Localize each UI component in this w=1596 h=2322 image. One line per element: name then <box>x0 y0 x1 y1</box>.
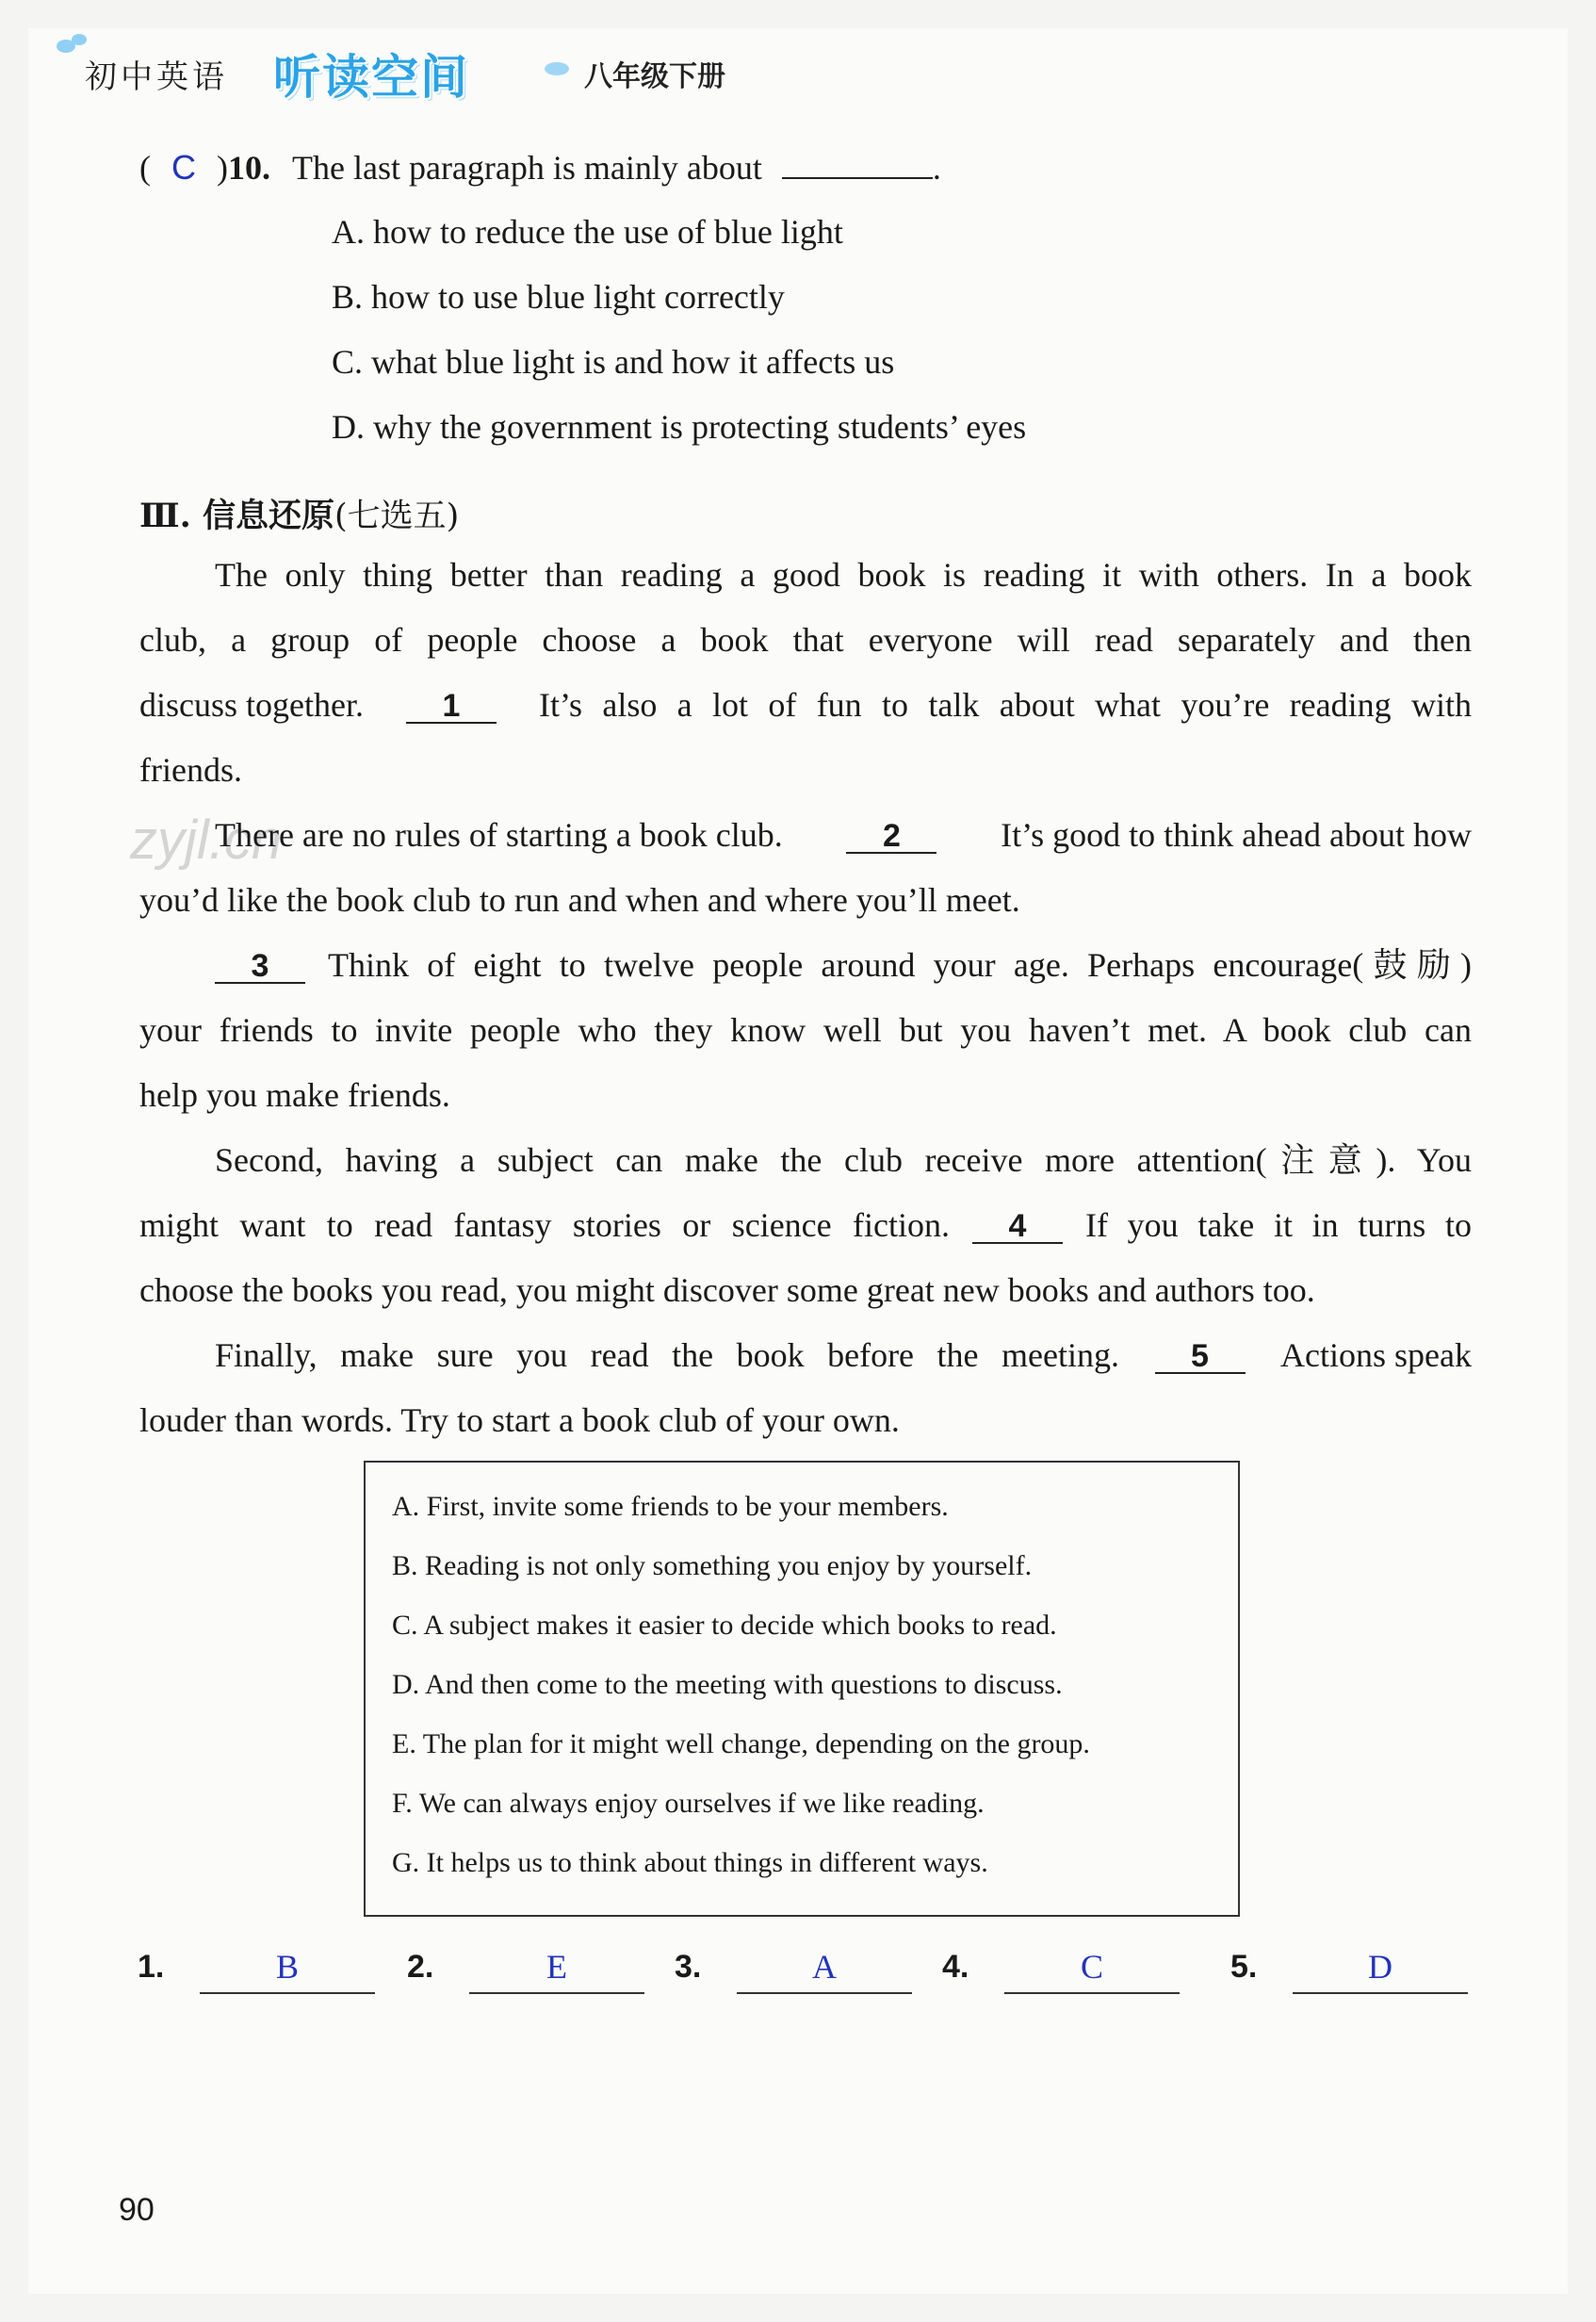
passage-text: If you take it in turns to <box>1085 1206 1472 1244</box>
passage-line: Second, having a subject can make the club receive more attention(注意). You <box>215 1141 1472 1179</box>
answer-value: C <box>1080 1948 1103 1986</box>
answer-number: 2. <box>407 1949 434 1985</box>
question-10 <box>139 149 941 187</box>
paren-close: ) <box>217 149 228 187</box>
answer-number: 4. <box>942 1949 969 1985</box>
blank-4: 4 <box>972 1210 1063 1244</box>
answer-blank <box>469 1947 644 1994</box>
answer-number: 3. <box>675 1949 702 1985</box>
passage-text: Actions speak <box>1280 1336 1472 1374</box>
passage-text: Think of eight to twelve people around your age. Perhaps encourage(鼓励) <box>328 946 1472 984</box>
passage-line: help you make friends. <box>139 1076 450 1114</box>
passage-text: might want to read fantasy stories or science fiction. <box>139 1206 950 1244</box>
section-subtitle: (七选五) <box>334 498 460 535</box>
series-title: 初中英语 <box>85 58 228 96</box>
answer-value: E <box>546 1948 567 1986</box>
passage-text: discuss together. <box>139 686 364 724</box>
grade-label: 八年级下册 <box>584 60 725 93</box>
q10-option-d: D. why the government is protecting students’ eyes <box>332 408 1027 446</box>
answer-number: 1. <box>138 1949 165 1985</box>
answer-blank <box>1004 1947 1180 1994</box>
bullet-decoration-icon <box>545 62 569 75</box>
passage-text: It’s good to think ahead about how <box>1001 816 1472 854</box>
passage-line: choose the books you read, you might discover some great new books and authors too. <box>139 1271 1315 1309</box>
passage-text: It’s also a lot of fun to talk about what you’re reading with <box>538 686 1472 724</box>
answer-blank <box>737 1947 912 1994</box>
passage-text: There are no rules of starting a book club. <box>215 816 783 854</box>
cloud-decoration-icon <box>72 34 87 45</box>
answer-value: A <box>812 1948 837 1986</box>
option-b: B. Reading is not only something you enjoy by yourself. <box>392 1550 1033 1581</box>
passage-line <box>139 1206 1472 1244</box>
q10-stem: The last paragraph is mainly about <box>292 149 762 187</box>
paren-open: ( <box>139 149 151 187</box>
blank-5: 5 <box>1155 1340 1246 1374</box>
passage-line: friends. <box>139 751 242 789</box>
blank-2: 2 <box>846 820 936 854</box>
answer-number: 5. <box>1230 1949 1258 1985</box>
page-number: 90 <box>119 2192 155 2228</box>
section-heading: Ⅲ. 信息还原 <box>139 497 334 535</box>
passage-line <box>215 1336 1472 1374</box>
option-g: G. It helps us to think about things in different ways. <box>392 1847 988 1878</box>
q10-option-c: C. what blue light is and how it affects us <box>332 343 895 381</box>
blank-3: 3 <box>215 950 305 984</box>
answer-blank <box>200 1947 375 1994</box>
passage-line: your friends to invite people who they know well but you haven’t met. A book club can <box>139 1011 1472 1049</box>
option-a: A. First, invite some friends to be your members. <box>392 1491 949 1522</box>
option-e: E. The plan for it might well change, depending on the group. <box>392 1728 1090 1759</box>
q10-blank <box>782 151 933 179</box>
passage-line: louder than words. Try to start a book club of your own. <box>139 1401 900 1439</box>
passage-line: you’d like the book club to run and when and where you’ll meet. <box>139 881 1020 919</box>
section-title <box>139 490 459 537</box>
q10-end: . <box>932 149 941 187</box>
q10-answer: C <box>171 148 196 187</box>
answer-value: D <box>1368 1948 1392 1986</box>
passage-line <box>139 686 1472 724</box>
passage-line <box>215 816 1472 854</box>
option-d: D. And then come to the meeting with questions to discuss. <box>392 1669 1063 1700</box>
q10-option-a: A. how to reduce the use of blue light <box>332 213 843 251</box>
q10-option-b: B. how to use blue light correctly <box>332 278 785 316</box>
watermark: zyjl.cn <box>130 809 283 871</box>
q10-number: 10. <box>228 149 270 187</box>
passage-text: Finally, make sure you read the book before the meeting. <box>215 1336 1119 1374</box>
passage-line <box>215 946 1472 984</box>
series-logo: 听读空间 <box>273 50 469 105</box>
blank-1: 1 <box>406 690 497 724</box>
passage-line: club, a group of people choose a book that everyone will read separately and then <box>139 621 1472 659</box>
option-f: F. We can always enjoy ourselves if we like reading. <box>392 1788 985 1819</box>
answer-blank <box>1293 1947 1468 1994</box>
answer-value: B <box>275 1948 299 1986</box>
option-c: C. A subject makes it easier to decide which books to read. <box>392 1610 1057 1641</box>
options-box <box>364 1461 1240 1917</box>
passage-line: The only thing better than reading a good book is reading it with others. In a book <box>215 556 1472 594</box>
